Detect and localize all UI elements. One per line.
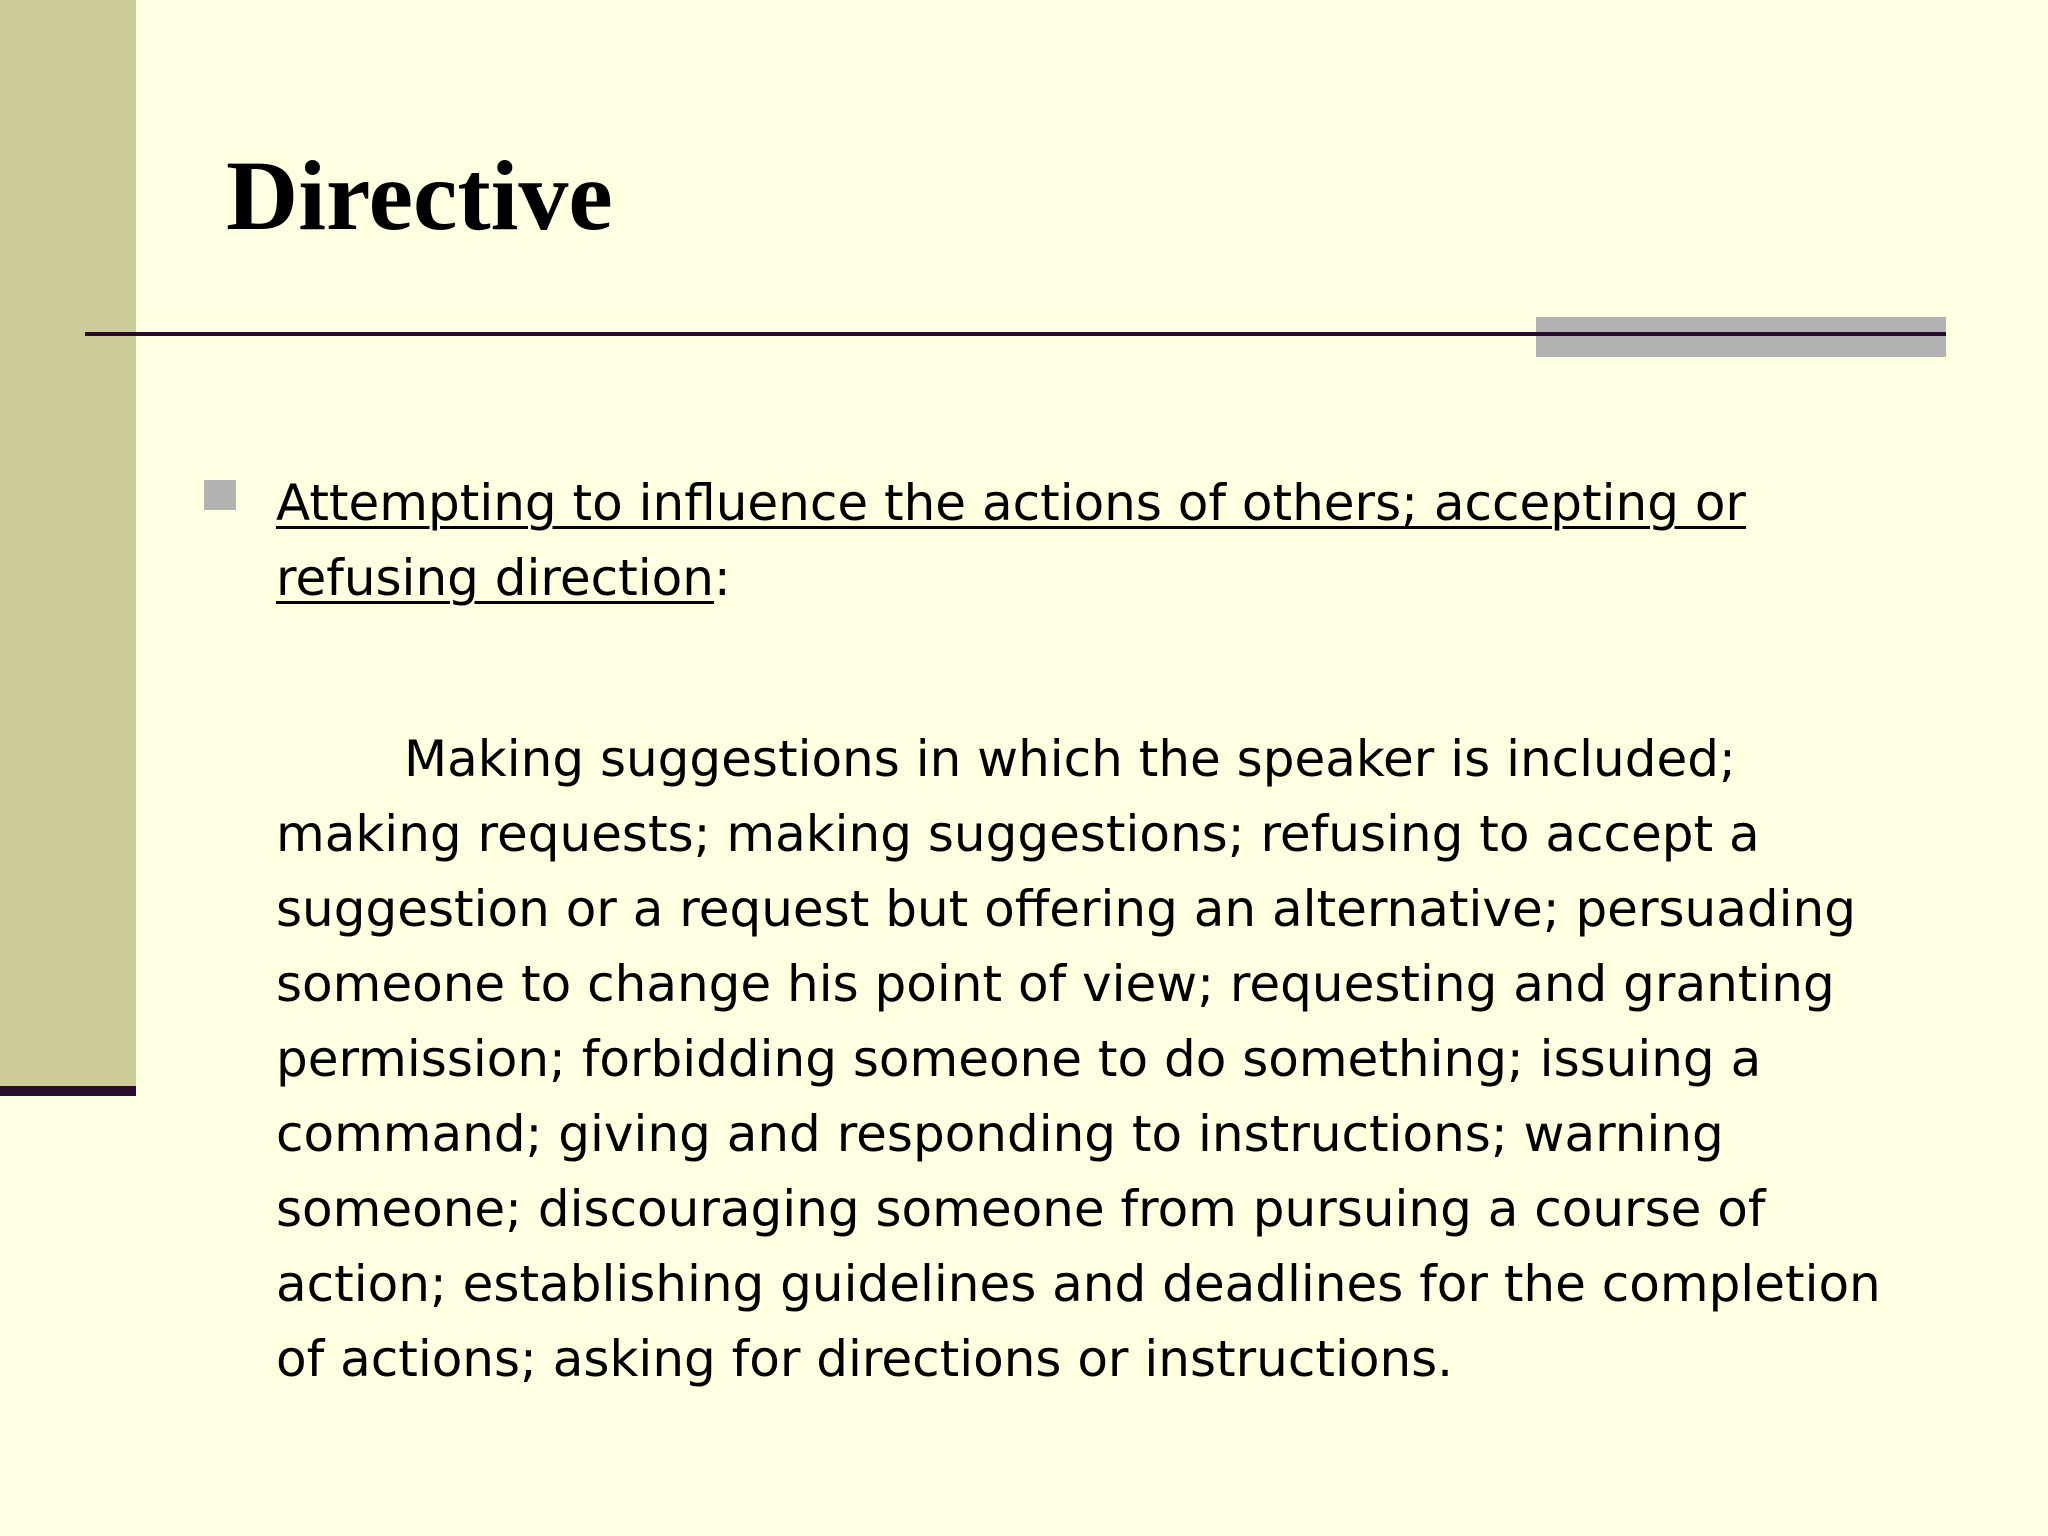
slide-title: Directive xyxy=(226,140,613,251)
bullet-underlined-text: Attempting to influence the actions of others; accepting or refusing direction xyxy=(276,474,1746,607)
title-rule xyxy=(85,332,1946,336)
left-sidebar-band xyxy=(0,0,136,1088)
bullet-square-icon xyxy=(204,480,236,510)
body-paragraph: Making suggestions in which the speaker is included; making requests; making suggestions; refusing to accept a suggestion or a request but offering an alternative; persuading someone to change his point of view; requesting and granting permission; forbidding someone to do something; issuing a command; giving and responding to instructions; warning someone; discouraging someone from pursuing a course of action; establishing guidelines and deadlines for the completion of actions; asking for directions or instructions. xyxy=(276,730,1881,1388)
bullet-item xyxy=(276,466,1926,616)
bullet-suffix: : xyxy=(713,549,731,607)
title-rule-accent xyxy=(1536,317,1946,357)
sidebar-bottom-rule xyxy=(0,1086,136,1096)
